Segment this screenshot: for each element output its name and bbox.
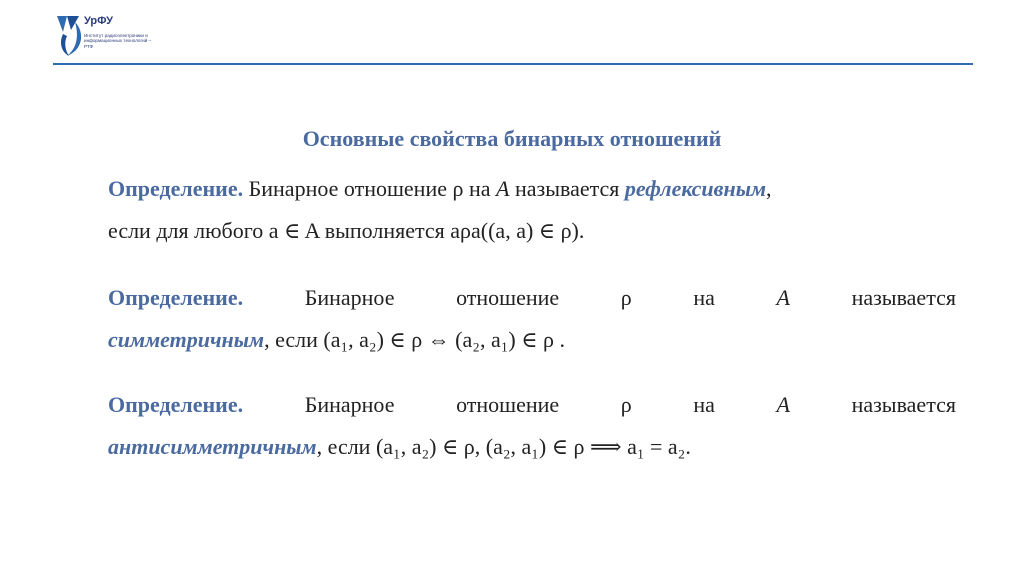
definition-label: Определение. xyxy=(108,392,244,417)
urfu-logo-icon xyxy=(55,14,83,58)
definition-text: , xyxy=(766,176,772,201)
logo-title: УрФУ xyxy=(84,15,113,27)
definition-line xyxy=(108,168,956,210)
definition-word: на xyxy=(693,285,715,310)
definition-text: , если (a₁, a₂) ∈ ρ ⇔ (a₂, a₁) ∈ ρ . xyxy=(264,327,565,352)
logo-subtitle: Институт радиоэлектроники и информационных технологий – РТФ xyxy=(84,33,152,49)
set-symbol: A xyxy=(776,285,790,310)
definition-line xyxy=(108,277,956,319)
header-divider xyxy=(53,63,973,65)
definition-word: ρ xyxy=(620,392,632,417)
definition-text: Бинарное отношение ρ на xyxy=(243,176,497,201)
slide-header xyxy=(0,0,1024,66)
definition-term: антисимметричным xyxy=(108,434,317,459)
definition-term: симметричным xyxy=(108,327,265,352)
definition-word: на xyxy=(693,392,715,417)
definition-text: называется xyxy=(509,176,625,201)
definition-line xyxy=(108,384,956,426)
definition-word: Бинарное xyxy=(304,392,395,417)
definition-condition xyxy=(108,426,956,468)
definition-symmetric xyxy=(108,277,956,361)
definition-antisymmetric xyxy=(108,384,956,468)
definition-word: называется xyxy=(851,392,956,417)
definition-text: , если (a₁, a₂) ∈ ρ, (a₂, a₁) ∈ ρ ⟹ a₁ = a₂. xyxy=(316,434,691,459)
set-symbol: A xyxy=(776,392,790,417)
definition-word: отношение xyxy=(456,392,560,417)
definition-condition: если для любого a ∈ A выполняется aρa((a, a) ∈ ρ). xyxy=(108,218,585,243)
definition-word: ρ xyxy=(620,285,632,310)
definition-label: Определение. xyxy=(108,285,244,310)
definition-word: отношение xyxy=(456,285,560,310)
definition-condition xyxy=(108,319,956,361)
set-symbol: A xyxy=(496,176,510,201)
definition-word: Бинарное xyxy=(304,285,395,310)
definition-reflexive xyxy=(108,168,956,252)
slide-title: Основные свойства бинарных отношений xyxy=(302,126,722,151)
definition-word: называется xyxy=(851,285,956,310)
definition-term: рефлексивным xyxy=(624,176,767,201)
definition-label: Определение. xyxy=(108,176,244,201)
